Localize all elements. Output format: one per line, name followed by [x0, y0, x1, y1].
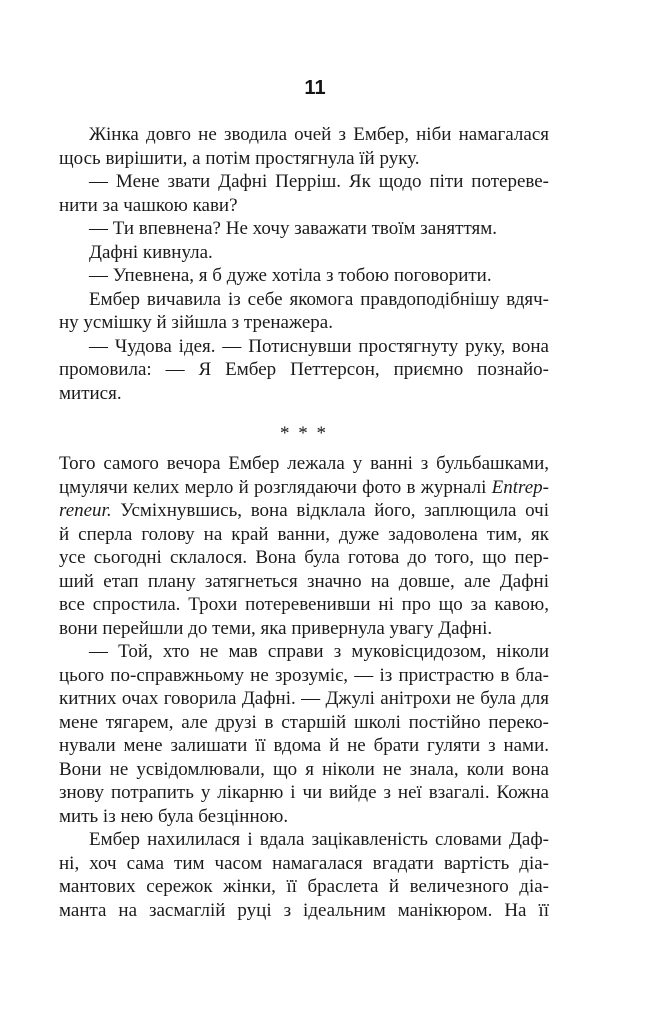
- text-line: [59, 499, 549, 523]
- text-line: [59, 899, 549, 923]
- text-segment: ну усмішку й зійшла з тренажера.: [59, 312, 333, 333]
- text-segment: — Чудова ідея. — Потиснувши простягнуту руку, вона: [89, 335, 549, 357]
- text-line: [59, 194, 549, 218]
- text-segment: мантових сережок жінки, її браслета й величезного діа-: [59, 876, 549, 897]
- text-line: [59, 264, 549, 288]
- text-segment: Дафні кивнула.: [89, 241, 213, 263]
- text-line: [59, 734, 549, 758]
- text-line: [59, 241, 549, 265]
- text-segment: — Мене звати Дафні Перріш. Як щодо піти потереве-: [89, 171, 549, 192]
- text-segment: Ембер нахилилася і вдала зацікавленість словами Даф-: [89, 829, 549, 850]
- paragraph: [59, 264, 549, 288]
- text-segment: Вони не усвідомлювали, що я ніколи не знала, коли вона: [59, 758, 549, 780]
- text-line: [59, 664, 549, 688]
- text-segment: й сперла голову на край ванни, дуже задоволена тим, як: [59, 523, 549, 545]
- text-segment: — Упевнена, я б дуже хотіла з тобою поговорити.: [89, 265, 492, 286]
- text-line: [59, 452, 549, 476]
- text-line: [59, 335, 549, 359]
- text-line: [59, 828, 549, 852]
- text-segment: цмулячи келих мерло й розглядаючи фото в журналі: [59, 476, 492, 498]
- text-line: [59, 852, 549, 876]
- text-line: [59, 805, 549, 829]
- text-segment: мене тягарем, але друзі в старшій школі постійно переко-: [59, 711, 549, 733]
- text-segment: все спростила. Трохи потеревенивши ні про що за кавою,: [59, 594, 549, 615]
- text-line: [59, 640, 549, 664]
- text-line: [59, 758, 549, 782]
- page-number: 11: [304, 77, 326, 99]
- text-line: [59, 311, 549, 335]
- text-segment: манта на засмаглій руці з ідеальним манікюром. На її: [59, 899, 549, 921]
- text-line: [59, 875, 549, 899]
- text-line: [59, 546, 549, 570]
- text-segment: китних очах говорила Дафні. — Джулі анітрохи не була для: [59, 688, 549, 709]
- text-line: [59, 523, 549, 547]
- paragraph: [59, 217, 549, 241]
- text-segment: усе сьогодні склалося. Вона була готова до того, що пер-: [59, 547, 549, 568]
- text-segment: Ембер вичавила із себе якомога правдоподібнішу вдяч-: [89, 288, 549, 310]
- text-segment: ні, хоч сама тим часом намагалася вгадати вартість діа-: [59, 852, 549, 874]
- text-segment: Усміхнувшись, вона відклала його, заплющила очі: [111, 500, 549, 521]
- text-segment: нували мене залишати її вдома й не брати гуляти з нами.: [59, 735, 549, 756]
- italic-text: reneur.: [59, 500, 112, 521]
- text-segment: ший етап плану затягнеться значно на довше, але Дафні: [59, 570, 549, 592]
- text-line: [59, 382, 549, 406]
- text-segment: Жінка довго не зводила очей з Ембер, ніби намагалася: [89, 124, 549, 145]
- scene-break-separator: * * *: [280, 422, 328, 444]
- paragraph: [59, 241, 549, 265]
- text-line: [59, 123, 549, 147]
- text-segment: митися.: [59, 382, 122, 404]
- text-line: [59, 617, 549, 641]
- text-line: [59, 288, 549, 312]
- text-segment: цього по-справжньому не зрозуміє, — із пристрастю в бла-: [59, 664, 549, 686]
- text-segment: Того самого вечора Ембер лежала у ванні з бульбашками,: [59, 453, 549, 474]
- text-segment: мить із нею була безцінною.: [59, 805, 289, 827]
- paragraph: [59, 288, 549, 335]
- text-segment: нити за чашкою кави?: [59, 194, 238, 216]
- italic-text: Entrep-: [491, 476, 549, 498]
- text-line: [59, 147, 549, 171]
- text-line: [59, 170, 549, 194]
- text-line: [59, 570, 549, 594]
- text-column: [59, 123, 549, 922]
- text-segment: — Той, хто не мав справи з муковісцидозом, ніколи: [89, 641, 549, 662]
- text-line: [59, 476, 549, 500]
- text-line: [59, 711, 549, 735]
- text-line: [59, 781, 549, 805]
- text-segment: щось вирішити, а потім простягнула їй руку.: [59, 147, 420, 169]
- paragraph: [59, 335, 549, 406]
- text-segment: промовила: — Я Ембер Петтерсон, приємно познайо-: [59, 359, 549, 380]
- paragraph: [59, 123, 549, 170]
- paragraph: [59, 452, 549, 640]
- text-line: [59, 593, 549, 617]
- paragraph: [59, 828, 549, 922]
- paragraph: [59, 640, 549, 828]
- text-line: [59, 217, 549, 241]
- text-segment: — Ти впевнена? Не хочу заважати твоїм заняттям.: [89, 218, 498, 239]
- text-segment: знову потрапить у лікарню і чи вийде з неї взагалі. Кожна: [59, 782, 549, 803]
- text-line: [59, 687, 549, 711]
- paragraph: [59, 170, 549, 217]
- text-segment: вони перейшли до теми, яка привернула увагу Дафні.: [59, 617, 493, 639]
- text-line: [59, 358, 549, 382]
